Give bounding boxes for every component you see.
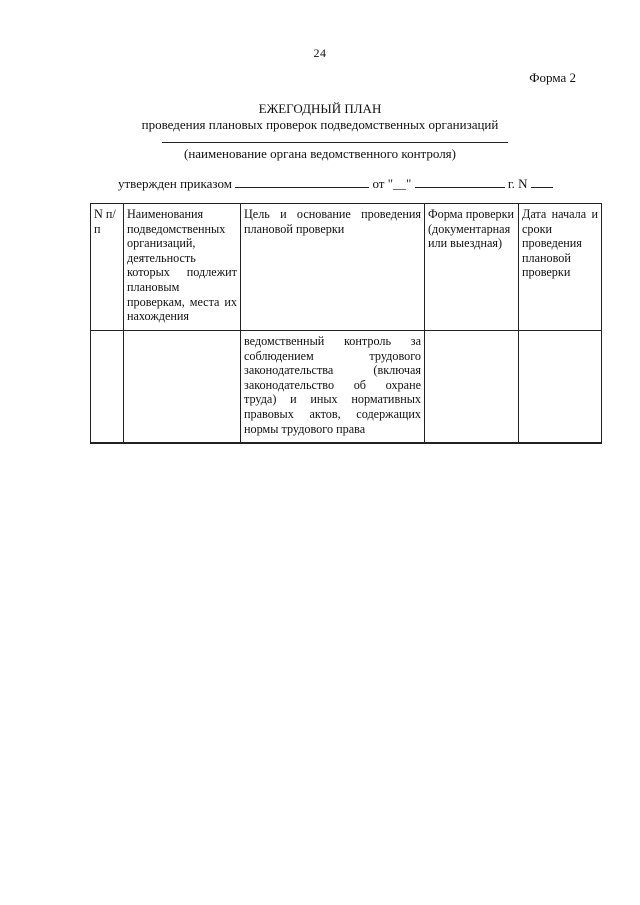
document-title: ЕЖЕГОДНЫЙ ПЛАН (258, 101, 382, 116)
order-blank (235, 177, 369, 188)
cell-purpose: ведомственный контроль за соблюдением трудового законодательства (включая законодательство об охране труда) и иных нормативных правовых актов, содержащих нормы трудового права (241, 331, 425, 444)
form-label: Форма 2 (529, 70, 576, 85)
cell-organization (124, 331, 241, 444)
table-row (91, 331, 602, 444)
approval-prefix: утвержден приказом (118, 176, 232, 191)
document-subtitle: проведения плановых проверок подведомственных организаций (141, 117, 499, 132)
organ-name-caption: (наименование органа ведомственного контроля) (183, 146, 456, 161)
header-form: Форма проверки (документарная или выездная) (425, 204, 519, 331)
number-blank (531, 177, 553, 188)
cell-form (425, 331, 519, 444)
date-blank (415, 177, 505, 188)
table-header-row (91, 204, 602, 331)
header-organizations: Наименования подведомственных организаций, деятельность которых подлежит плановым проверкам, места их нахождения (124, 204, 241, 331)
organ-name-fill-line (162, 142, 508, 143)
approval-line (118, 176, 553, 192)
plan-table (90, 203, 602, 444)
header-purpose: Цель и основание проведения плановой проверки (241, 204, 425, 331)
page-number: 24 (313, 46, 327, 60)
header-dates: Дата начала и сроки проведения плановой проверки (519, 204, 602, 331)
cell-number (91, 331, 124, 444)
approval-from: от "__" (372, 176, 412, 191)
cell-dates (519, 331, 602, 444)
approval-number-prefix: г. N (507, 176, 528, 191)
header-number: N п/п (91, 204, 124, 331)
